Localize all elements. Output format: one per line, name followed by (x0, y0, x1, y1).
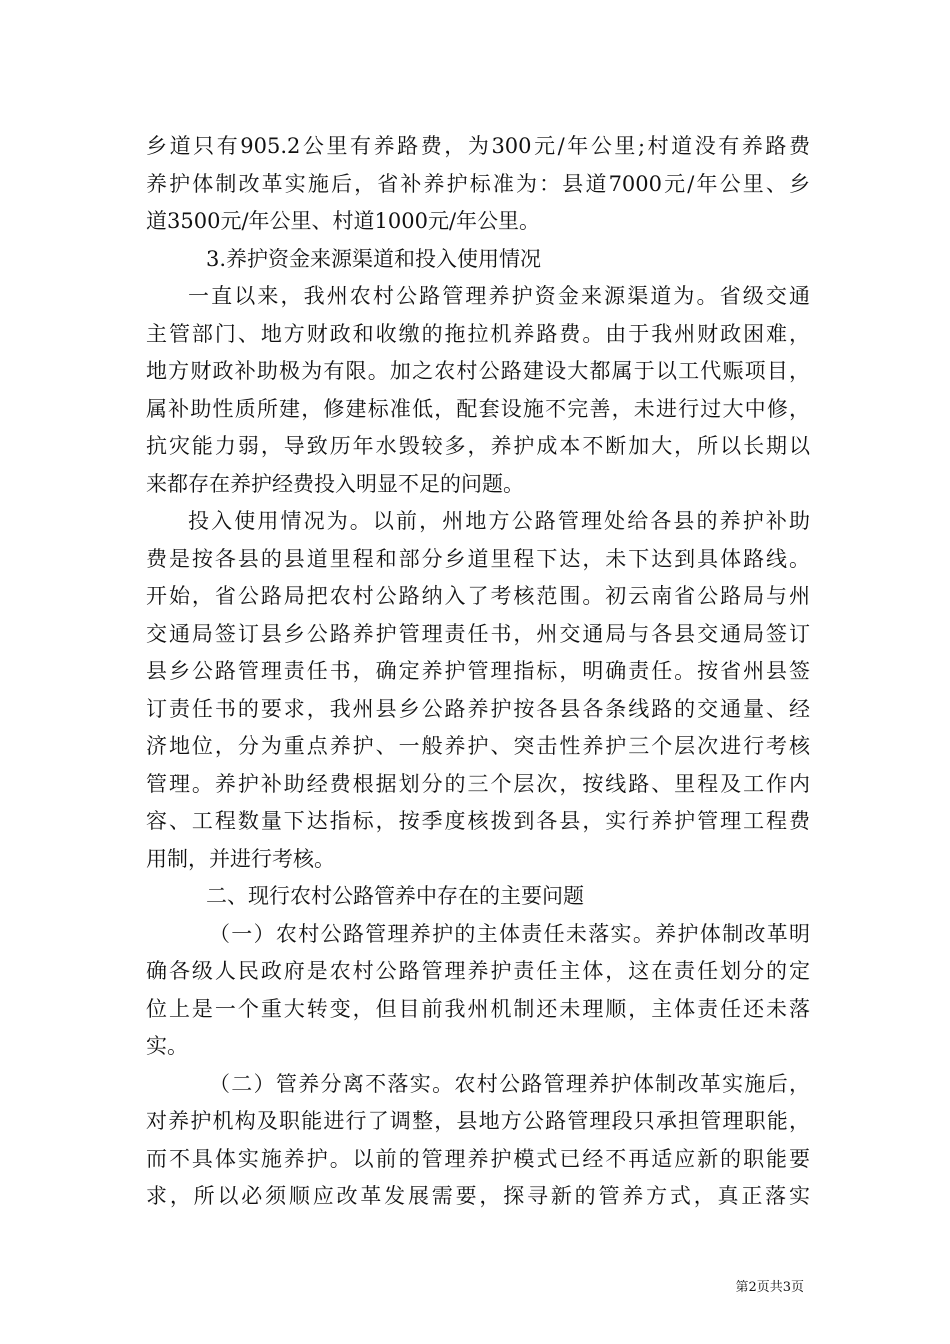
text-line: 县乡公路管理责任书，确定养护管理指标，明确责任。按省州县签 (146, 659, 810, 683)
text-line: 实。 (146, 1034, 188, 1058)
document-body (146, 128, 810, 1216)
text-line: 属补助性质所建，修建标准低，配套设施不完善，未进行过大中修， (146, 396, 810, 421)
text-line: 订责任书的要求，我州县乡公路养护按各县各条线路的交通量、经 (146, 696, 810, 721)
text-line: 济地位，分为重点养护、一般养护、突击性养护三个层次进行考核 (146, 734, 810, 758)
text-line: 用制，并进行考核。 (146, 846, 335, 871)
text-line: 而不具体实施养护。以前的管理养护模式已经不再适应新的职能要 (146, 1146, 810, 1171)
text-line: 道3500元/年公里、村道1000元/年公里。 (146, 209, 541, 233)
text-line: 对养护机构及职能进行了调整，县地方公路管理段只承担管理职能， (146, 1109, 810, 1133)
text-line: 地方财政补助极为有限。加之农村公路建设大都属于以工代赈项目， (146, 359, 810, 383)
text-line: 一直以来，我州农村公路管理养护资金来源渠道为。省级交通 (188, 284, 810, 308)
text-line: （二）管养分离不落实。农村公路管理养护体制改革实施后， (209, 1071, 810, 1096)
text-line: 位上是一个重大转变，但目前我州机制还未理顺，主体责任还未落 (146, 996, 810, 1021)
text-line: 费是按各县的县道里程和部分乡道里程下达，未下达到具体路线。 (146, 546, 810, 571)
text-line: （一）农村公路管理养护的主体责任未落实。养护体制改革明 (209, 921, 810, 946)
text-line: 开始，省公路局把农村公路纳入了考核范围。初云南省公路局与州 (146, 584, 810, 608)
text-line: 来都存在养护经费投入明显不足的问题。 (146, 471, 524, 496)
text-line: 求，所以必须顺应改革发展需要，探寻新的管养方式，真正落实 (146, 1184, 810, 1208)
text-line: 主管部门、地方财政和收缴的拖拉机养路费。由于我州财政困难， (146, 321, 810, 346)
text-line: 养护体制改革实施后，省补养护标准为：县道7000元/年公里、乡 (146, 171, 810, 196)
section-heading: 二、现行农村公路管养中存在的主要问题 (206, 884, 584, 908)
page-number: 第2页共3页 (735, 1280, 804, 1295)
text-line: 容、工程数量下达指标，按季度核拨到各县，实行养护管理工程费 (146, 809, 810, 833)
text-line: 管理。养护补助经费根据划分的三个层次，按线路、里程及工作内 (146, 771, 810, 796)
text-line: 乡道只有905.2公里有养路费，为300元/年公里;村道没有养路费 (146, 134, 810, 158)
section-heading: 3.养护资金来源渠道和投入使用情况 (206, 246, 542, 271)
text-line: 投入使用情况为。以前，州地方公路管理处给各县的养护补助 (188, 509, 810, 533)
text-line: 交通局签订县乡公路养护管理责任书，州交通局与各县交通局签订 (146, 621, 810, 646)
text-line: 确各级人民政府是农村公路管理养护责任主体，这在责任划分的定 (146, 959, 810, 983)
text-line: 抗灾能力弱，导致历年水毁较多，养护成本不断加大，所以长期以 (146, 434, 810, 458)
